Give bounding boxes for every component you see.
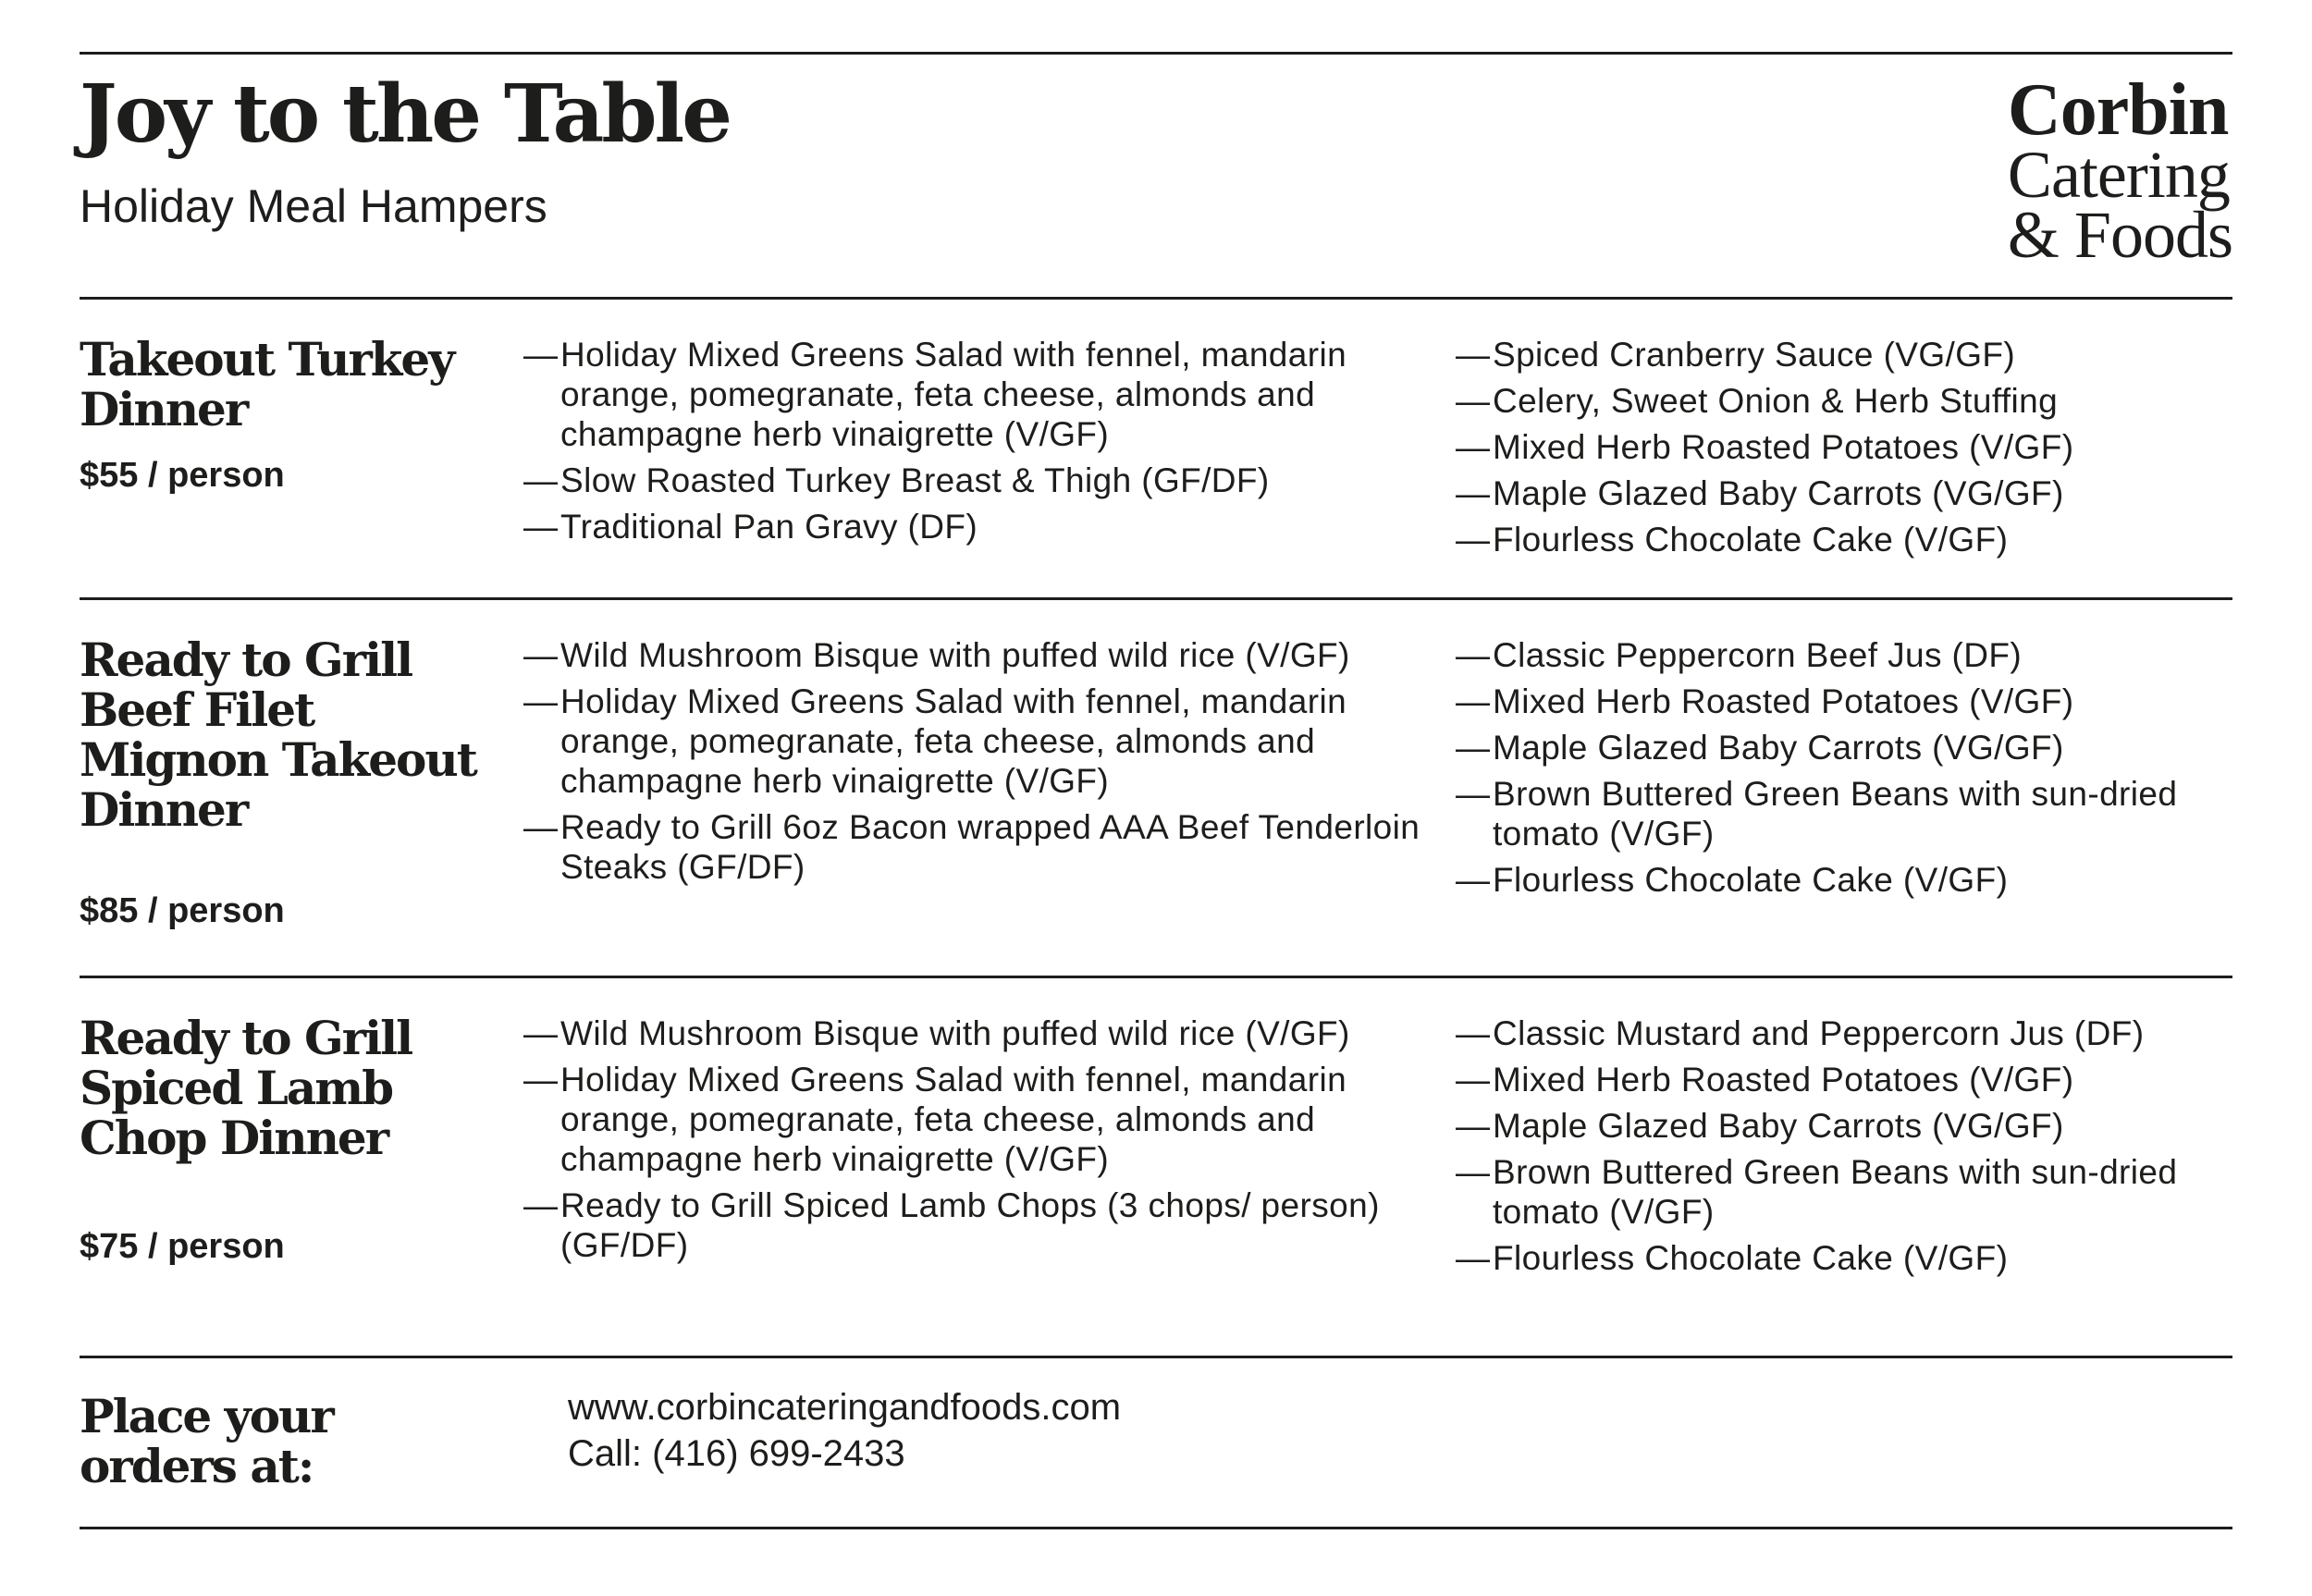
menu-item: — Traditional Pan Gravy (DF) (523, 507, 1448, 546)
menu-item: — Ready to Grill 6oz Bacon wrapped AAA Beef Tenderloin Steaks (GF/DF) (523, 807, 1448, 887)
meal-name: Ready to Grill Spiced Lamb Chop Dinner (80, 1011, 412, 1165)
hamper-menu (80, 52, 2232, 1529)
menu-item: — Mixed Herb Roasted Potatoes (V/GF) (1456, 427, 2251, 467)
menu-item: — Mixed Herb Roasted Potatoes (V/GF) (1456, 1060, 2251, 1099)
meal-price: $75 / person (80, 1227, 285, 1266)
meal-section-beef (80, 600, 2232, 976)
menu-item: — Holiday Mixed Greens Salad with fennel, mandarin orange, pomegranate, feta cheese, almonds and champagne herb vinaigrette (V/GF) (523, 1060, 1448, 1179)
meal-price: $85 / person (80, 891, 285, 930)
menu-item: — Flourless Chocolate Cake (V/GF) (1456, 1238, 2251, 1278)
menu-item: — Classic Mustard and Peppercorn Jus (DF) (1456, 1013, 2251, 1053)
divider (80, 1527, 2232, 1529)
menu-items-left (523, 1013, 1448, 1271)
logo-line: Catering (2007, 138, 2230, 212)
contact-info (568, 1384, 1121, 1477)
menu-item: — Slow Roasted Turkey Breast & Thigh (GF/DF) (523, 460, 1448, 500)
menu-item: — Celery, Sweet Onion & Herb Stuffing (1456, 381, 2251, 421)
menu-item: — Wild Mushroom Bisque with puffed wild rice (V/GF) (523, 635, 1448, 675)
meal-section-lamb (80, 978, 2232, 1356)
menu-item: — Ready to Grill Spiced Lamb Chops (3 chops/ person) (GF/DF) (523, 1185, 1448, 1265)
logo-line: Corbin (2007, 69, 2229, 151)
menu-items-right (1456, 1013, 2251, 1284)
website-link[interactable]: www.corbincateringandfoods.com (568, 1387, 1122, 1428)
meal-name: Ready to Grill Beef Filet Mignon Takeout Dinner (80, 632, 476, 837)
menu-items-right (1456, 635, 2251, 906)
menu-item: — Maple Glazed Baby Carrots (VG/GF) (1456, 473, 2251, 513)
order-footer (80, 1358, 2232, 1527)
phone-number: Call: (416) 699-2433 (568, 1433, 905, 1474)
menu-items-left (523, 635, 1448, 893)
header (80, 55, 2232, 297)
menu-item: — Flourless Chocolate Cake (V/GF) (1456, 520, 2251, 559)
logo-line: & Foods (2007, 197, 2232, 272)
menu-item: — Brown Buttered Green Beans with sun-dried tomato (V/GF) (1456, 774, 2251, 853)
menu-items-right (1456, 335, 2251, 566)
menu-item: — Maple Glazed Baby Carrots (VG/GF) (1456, 1106, 2251, 1146)
menu-item: — Mixed Herb Roasted Potatoes (V/GF) (1456, 681, 2251, 721)
menu-items-left (523, 335, 1448, 553)
menu-item: — Holiday Mixed Greens Salad with fennel, mandarin orange, pomegranate, feta cheese, almonds and champagne herb vinaigrette (V/GF) (523, 681, 1448, 801)
menu-item: — Maple Glazed Baby Carrots (VG/GF) (1456, 728, 2251, 767)
page-title: Joy to the Table (80, 68, 730, 161)
page-subtitle: Holiday Meal Hampers (80, 180, 547, 232)
menu-item: — Holiday Mixed Greens Salad with fennel, mandarin orange, pomegranate, feta cheese, almonds and champagne herb vinaigrette (V/GF) (523, 335, 1448, 454)
meal-price: $55 / person (80, 456, 285, 495)
menu-item: — Brown Buttered Green Beans with sun-dried tomato (V/GF) (1456, 1152, 2251, 1232)
menu-item: — Flourless Chocolate Cake (V/GF) (1456, 860, 2251, 900)
order-heading: Place your orders at: (80, 1389, 333, 1493)
meal-name: Takeout Turkey Dinner (80, 332, 454, 436)
corbin-logo (2007, 69, 2232, 272)
menu-item: — Wild Mushroom Bisque with puffed wild rice (V/GF) (523, 1013, 1448, 1053)
menu-item: — Spiced Cranberry Sauce (VG/GF) (1456, 335, 2251, 374)
meal-section-turkey (80, 300, 2232, 597)
menu-item: — Classic Peppercorn Beef Jus (DF) (1456, 635, 2251, 675)
